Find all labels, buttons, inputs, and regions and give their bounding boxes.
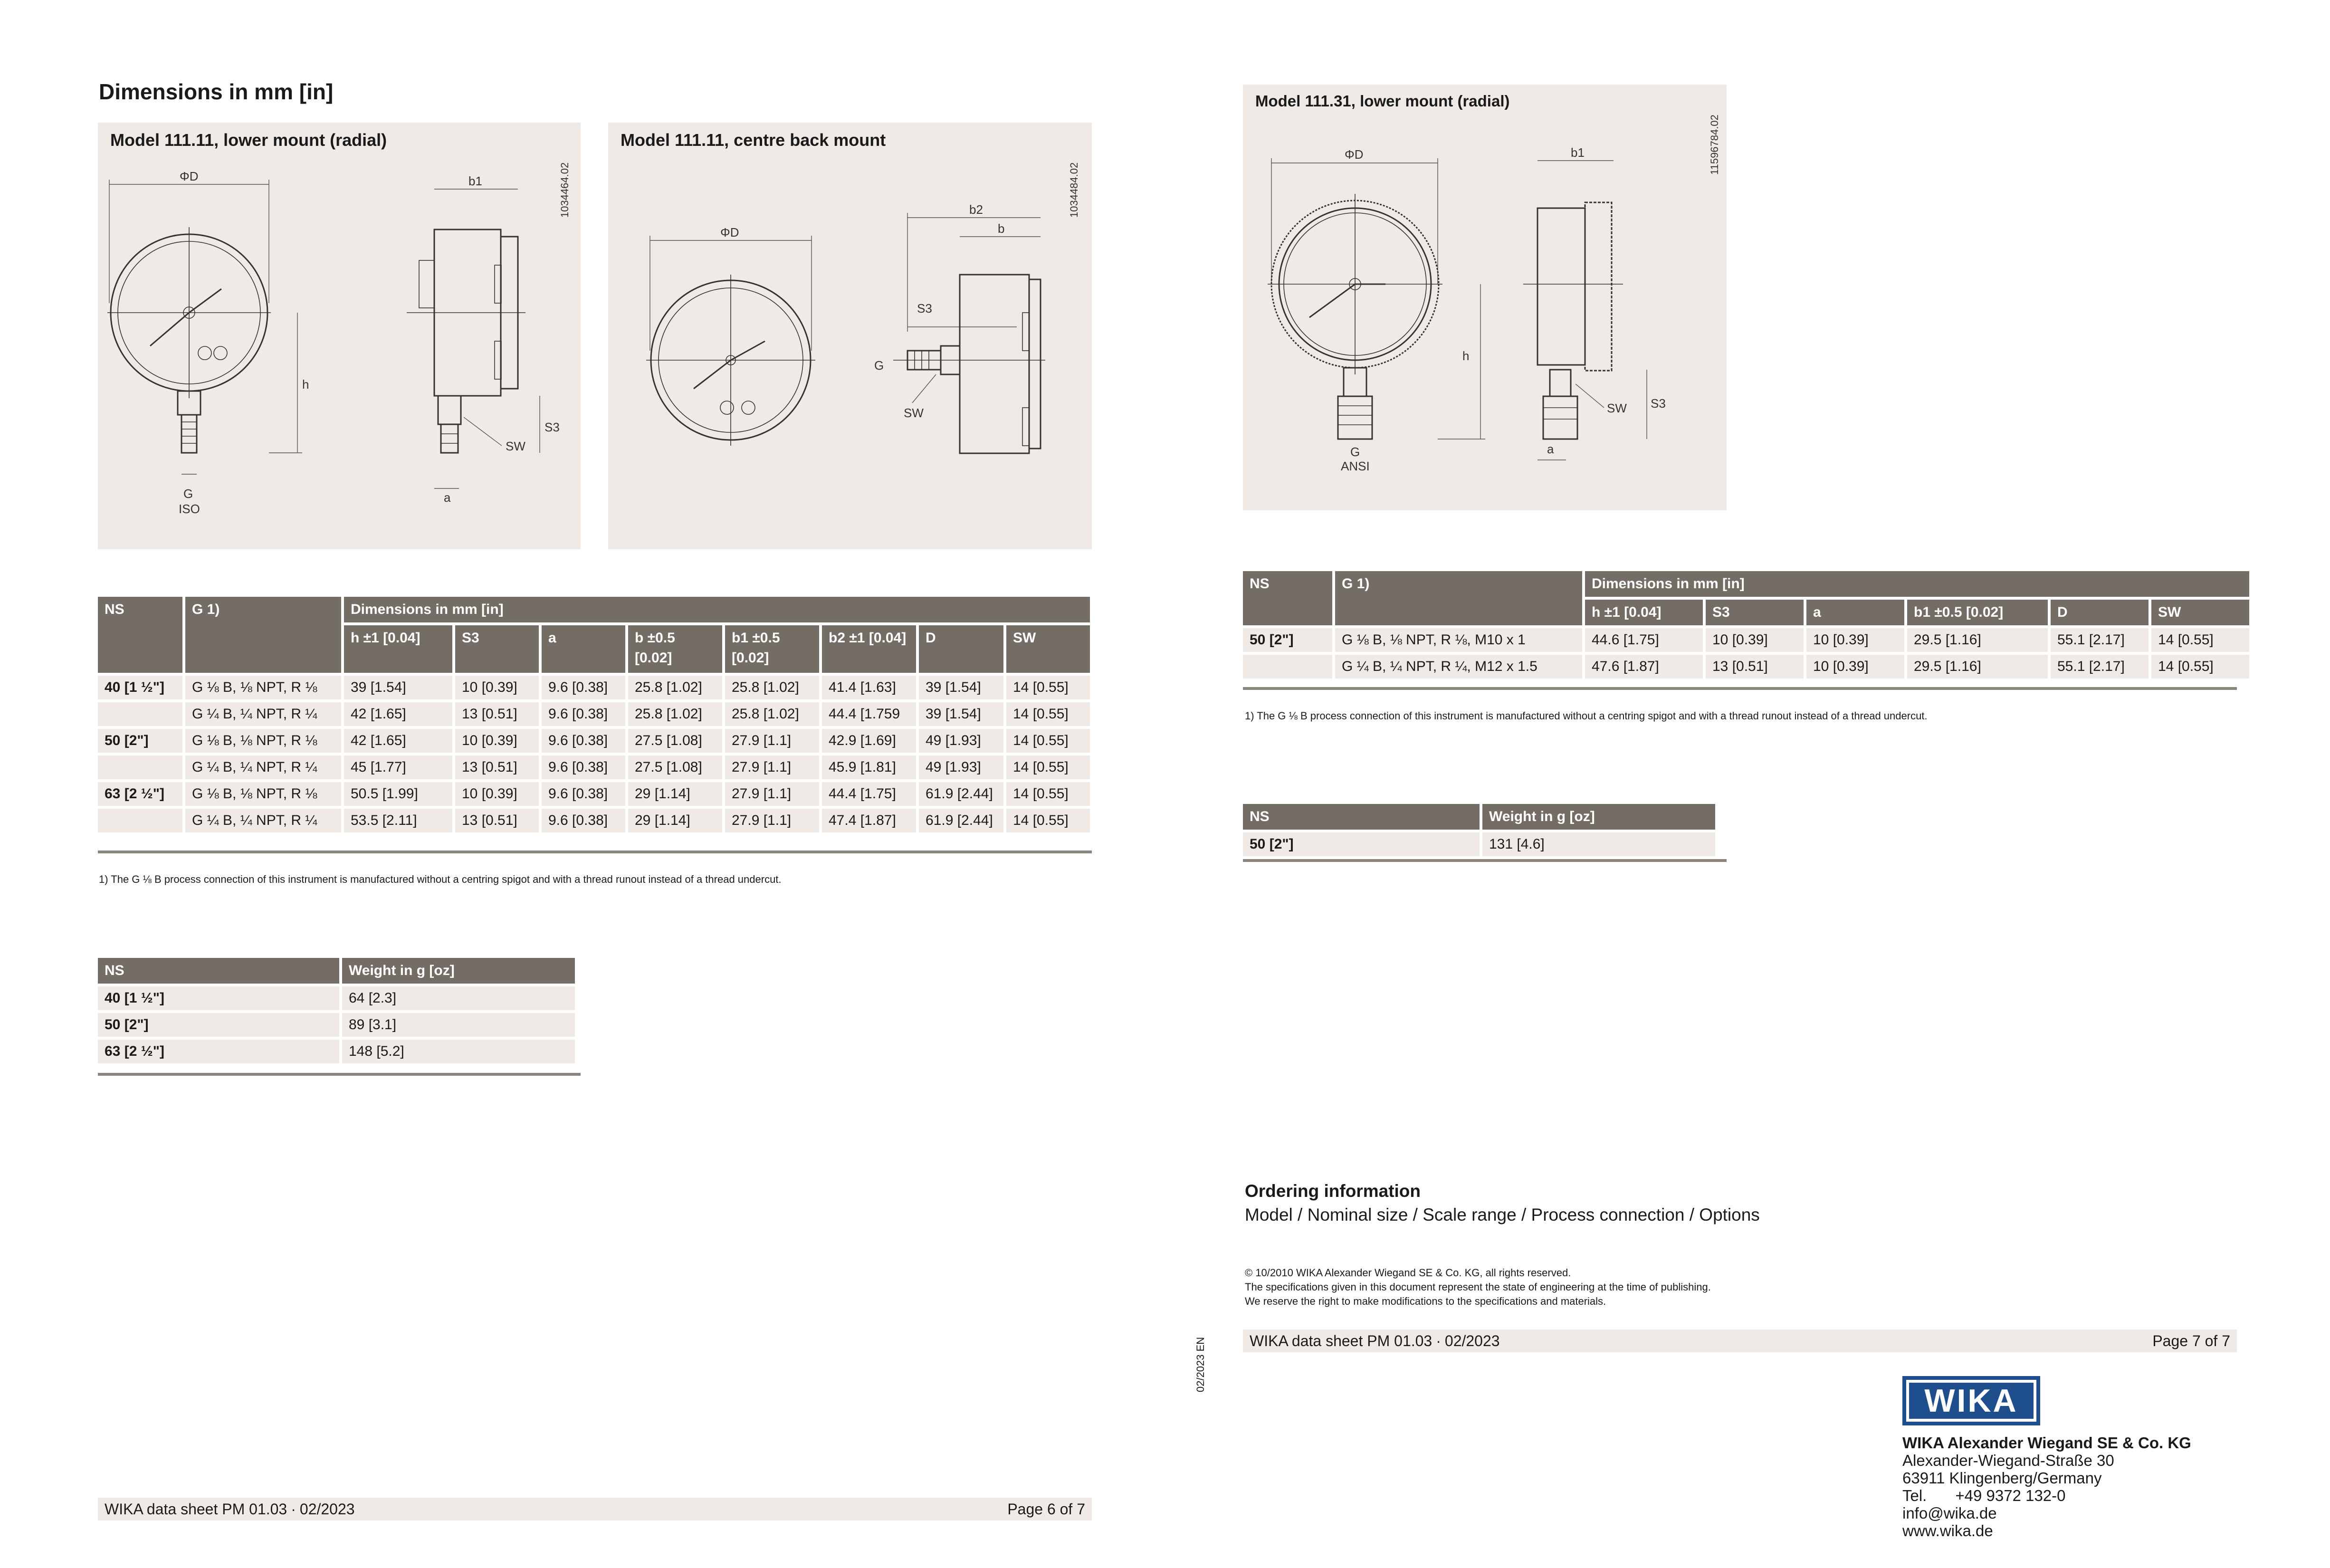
cell-ns: 50 [2"]: [1243, 628, 1332, 652]
cell-value: 14 [0.55]: [1006, 702, 1090, 726]
cell-value: 10 [0.39]: [455, 782, 539, 806]
dim-label-g: G: [874, 358, 884, 373]
cell-value: 41.4 [1.63]: [822, 676, 916, 699]
col-header-dim: S3: [455, 625, 539, 673]
cell-ns: [98, 702, 182, 726]
col-header-dim: b1 ±0.5 [0.02]: [725, 625, 819, 673]
ordering-title: Ordering information: [1245, 1181, 1421, 1201]
dim-label-iso: ISO: [179, 502, 200, 516]
cell-ns: 63 [2 ½"]: [98, 1040, 339, 1063]
cell-connection: G ¼ B, ¼ NPT, R ¼: [185, 755, 341, 779]
cell-connection: G ¼ B, ¼ NPT, R ¼, M12 x 1.5: [1335, 655, 1582, 679]
footer-page-number: Page 6 of 7: [1007, 1501, 1085, 1518]
table-row: [98, 1013, 575, 1037]
cell-value: 47.6 [1.87]: [1585, 655, 1703, 679]
cell-value: 14 [0.55]: [2151, 655, 2249, 679]
table-row: [1243, 655, 2249, 679]
cell-value: 14 [0.55]: [1006, 729, 1090, 753]
cell-value: 25.8 [1.02]: [725, 676, 819, 699]
copyright-line: We reserve the right to make modifications to the specifications and materials.: [1245, 1295, 1606, 1307]
col-header-dim: D: [919, 625, 1003, 673]
table-row: [98, 782, 1090, 806]
cell-value: 10 [0.39]: [1806, 628, 1904, 652]
cell-value: 61.9 [2.44]: [919, 782, 1003, 806]
col-header-dim: h ±1 [0.04]: [344, 625, 452, 673]
col-header-dim: b1 ±0.5 [0.02]: [1907, 600, 2048, 625]
cell-connection: G ⅛ B, ⅛ NPT, R ⅛, M10 x 1: [1335, 628, 1582, 652]
col-header-weight: Weight in g [oz]: [1482, 804, 1715, 830]
dim-label-sw: SW: [904, 406, 924, 420]
footer-page-number: Page 7 of 7: [2152, 1332, 2230, 1349]
table-bottom-rule: [1243, 687, 2237, 690]
cell-ns: 40 [1 ½"]: [98, 676, 182, 699]
cell-connection: G ¼ B, ¼ NPT, R ¼: [185, 702, 341, 726]
cell-value: 44.4 [1.75]: [822, 782, 916, 806]
cell-value: 9.6 [0.38]: [542, 676, 625, 699]
dim-label-ansi: ANSI: [1341, 459, 1370, 473]
cell-value: 49 [1.93]: [919, 755, 1003, 779]
footnote: 1) The G ⅛ B process connection of this instrument is manufactured without a centring spigot and with a thread runout instead of a thread undercut.: [99, 873, 782, 885]
footer-datasheet: WIKA data sheet PM 01.03 ∙ 02/2023: [105, 1501, 355, 1518]
cell-ns: 40 [1 ½"]: [98, 986, 339, 1010]
cell-value: 50.5 [1.99]: [344, 782, 452, 806]
col-header-ns: NS: [1243, 804, 1480, 830]
cell-value: 13 [0.51]: [455, 809, 539, 832]
dim-label-sw: SW: [506, 439, 525, 453]
cell-value: 44.4 [1.759: [822, 702, 916, 726]
cell-value: 53.5 [2.11]: [344, 809, 452, 832]
cell-connection: G ¼ B, ¼ NPT, R ¼: [185, 809, 341, 832]
dim-label-d: ΦD: [720, 225, 739, 239]
drawing-panel-111-31: [1243, 85, 1727, 510]
dim-label-h: h: [302, 377, 309, 392]
cell-ns: 50 [2"]: [98, 1013, 339, 1037]
address-block: [1902, 1434, 2191, 1539]
table-row: [98, 702, 1090, 726]
ordering-text: Model / Nominal size / Scale range / Process connection / Options: [1245, 1205, 1760, 1224]
dimensions-table-111-31: [1240, 568, 2252, 681]
cell-value: 14 [0.55]: [1006, 676, 1090, 699]
table-row: [98, 986, 575, 1010]
cell-ns: 50 [2"]: [1243, 832, 1480, 856]
cell-value: 25.8 [1.02]: [725, 702, 819, 726]
table-row: [1243, 832, 1715, 856]
gauge-drawing-111-31: [1243, 85, 1727, 510]
cell-value: 42.9 [1.69]: [822, 729, 916, 753]
footer-bar-page-7: [1243, 1329, 2237, 1352]
cell-value: 27.9 [1.1]: [725, 729, 819, 753]
cell-value: 42 [1.65]: [344, 729, 452, 753]
footer-bar-page-6: [98, 1498, 1092, 1520]
col-header-ns: NS: [98, 597, 182, 673]
drawing-id: 1034484.02: [1068, 162, 1080, 218]
dim-label-b2: b2: [969, 202, 983, 217]
cell-value: 29 [1.14]: [628, 782, 722, 806]
table-row: [98, 1040, 575, 1063]
cell-connection: G ⅛ B, ⅛ NPT, R ⅛: [185, 729, 341, 753]
panel-title: Model 111.11, centre back mount: [621, 130, 886, 150]
col-header-dim: a: [542, 625, 625, 673]
col-header-dim: SW: [2151, 600, 2249, 625]
cell-value: 45.9 [1.81]: [822, 755, 916, 779]
cell-value: 14 [0.55]: [2151, 628, 2249, 652]
col-header-dim: h ±1 [0.04]: [1585, 600, 1703, 625]
cell-ns: [98, 755, 182, 779]
email-link[interactable]: info@wika.de: [1902, 1504, 1997, 1522]
col-header-dims: Dimensions in mm [in]: [1585, 571, 2249, 597]
col-header-weight: Weight in g [oz]: [342, 958, 575, 984]
cell-value: 55.1 [2.17]: [2051, 655, 2149, 679]
cell-value: 61.9 [2.44]: [919, 809, 1003, 832]
cell-value: 27.9 [1.1]: [725, 755, 819, 779]
drawing-id: 1034464.02: [559, 162, 571, 218]
cell-value: 47.4 [1.87]: [822, 809, 916, 832]
cell-value: 39 [1.54]: [919, 676, 1003, 699]
table-row: [98, 729, 1090, 753]
col-header-dim: S3: [1706, 600, 1804, 625]
col-header-dim: SW: [1006, 625, 1090, 673]
dim-label-a: a: [444, 490, 451, 505]
dim-label-a: a: [1547, 442, 1554, 456]
cell-value: 55.1 [2.17]: [2051, 628, 2149, 652]
dimensions-table-111-11: [95, 594, 1093, 835]
col-header-dim: b ±0.5 [0.02]: [628, 625, 722, 673]
drawing-panel-centre-back: [608, 123, 1092, 549]
cell-value: 9.6 [0.38]: [542, 729, 625, 753]
cell-weight: 131 [4.6]: [1482, 832, 1715, 856]
dim-label-d: ΦD: [1345, 147, 1364, 162]
tel-label: Tel.: [1902, 1487, 1927, 1504]
cell-value: 29.5 [1.16]: [1907, 655, 2048, 679]
copyright-block: [1245, 1266, 1711, 1309]
cell-weight: 64 [2.3]: [342, 986, 575, 1010]
panel-title: Model 111.11, lower mount (radial): [110, 130, 387, 150]
cell-value: 27.9 [1.1]: [725, 809, 819, 832]
table-bottom-rule: [98, 851, 1092, 853]
cell-value: 10 [0.39]: [1806, 655, 1904, 679]
copyright-line: © 10/2010 WIKA Alexander Wiegand SE & Co. KG, all rights reserved.: [1245, 1267, 1571, 1279]
footer-datasheet: WIKA data sheet PM 01.03 ∙ 02/2023: [1250, 1332, 1500, 1349]
cell-value: 10 [0.39]: [1706, 628, 1804, 652]
table-row: [98, 755, 1090, 779]
company-name: WIKA Alexander Wiegand SE & Co. KG: [1902, 1434, 2191, 1452]
table-bottom-rule: [1243, 859, 1727, 862]
dim-label-s3: S3: [544, 420, 560, 434]
cell-value: 10 [0.39]: [455, 676, 539, 699]
weight-table-111-31: [1240, 801, 1718, 859]
cell-value: 39 [1.54]: [919, 702, 1003, 726]
col-header-dim: a: [1806, 600, 1904, 625]
cell-value: 9.6 [0.38]: [542, 755, 625, 779]
drawing-panel-lower-mount: [98, 123, 581, 549]
cell-connection: G ⅛ B, ⅛ NPT, R ⅛: [185, 676, 341, 699]
side-date-code: 02/2023 EN: [1194, 1337, 1206, 1392]
cell-ns: [1243, 655, 1332, 679]
cell-value: 27.5 [1.08]: [628, 755, 722, 779]
cell-value: 25.8 [1.02]: [628, 676, 722, 699]
dim-label-sw: SW: [1607, 401, 1627, 415]
cell-value: 13 [0.51]: [455, 755, 539, 779]
weight-table-111-11: [95, 955, 578, 1066]
dim-label-g: G: [1350, 445, 1360, 459]
dim-label-b1: b1: [468, 174, 482, 188]
col-header-ns: NS: [98, 958, 339, 984]
col-header-g: G 1): [185, 597, 341, 673]
cell-value: 49 [1.93]: [919, 729, 1003, 753]
dim-label-s3: S3: [1651, 396, 1666, 411]
dim-label-s3: S3: [917, 301, 932, 316]
wika-logo: [1902, 1376, 2040, 1425]
web-link[interactable]: www.wika.de: [1902, 1522, 1993, 1539]
dim-label-b1: b1: [1571, 145, 1585, 160]
dim-label-h: h: [1462, 349, 1470, 363]
cell-value: 29.5 [1.16]: [1907, 628, 2048, 652]
cell-value: 27.9 [1.1]: [725, 782, 819, 806]
col-header-dims: Dimensions in mm [in]: [344, 597, 1090, 622]
cell-value: 14 [0.55]: [1006, 809, 1090, 832]
footnote: 1) The G ⅛ B process connection of this instrument is manufactured without a centring spigot and with a thread runout instead of a thread undercut.: [1245, 710, 1928, 722]
logo-text: WIKA: [1909, 1383, 2034, 1419]
col-header-g: G 1): [1335, 571, 1582, 625]
cell-ns: 63 [2 ½"]: [98, 782, 182, 806]
cell-ns: 50 [2"]: [98, 729, 182, 753]
cell-weight: 148 [5.2]: [342, 1040, 575, 1063]
cell-value: 14 [0.55]: [1006, 755, 1090, 779]
tel-number: +49 9372 132-0: [1955, 1487, 2066, 1504]
cell-value: 44.6 [1.75]: [1585, 628, 1703, 652]
table-row: [98, 676, 1090, 699]
city: 63911 Klingenberg/Germany: [1902, 1469, 2102, 1487]
cell-value: 9.6 [0.38]: [542, 702, 625, 726]
street: Alexander-Wiegand-Straße 30: [1902, 1452, 2114, 1469]
cell-value: 25.8 [1.02]: [628, 702, 722, 726]
drawing-id: 11596784.02: [1709, 115, 1720, 175]
col-header-ns: NS: [1243, 571, 1332, 625]
page-heading: Dimensions in mm [in]: [99, 79, 334, 104]
cell-value: 9.6 [0.38]: [542, 809, 625, 832]
cell-value: 39 [1.54]: [344, 676, 452, 699]
gauge-drawing-front-side: [98, 123, 581, 549]
gauge-drawing-back-mount: [608, 123, 1092, 549]
cell-value: 10 [0.39]: [455, 729, 539, 753]
dim-label-b: b: [998, 221, 1005, 236]
table-row: [98, 809, 1090, 832]
panel-title: Model 111.31, lower mount (radial): [1255, 92, 1510, 110]
cell-ns: [98, 809, 182, 832]
col-header-dim: D: [2051, 600, 2149, 625]
cell-value: 42 [1.65]: [344, 702, 452, 726]
dim-label-d: ΦD: [180, 169, 199, 183]
dim-label-g: G: [183, 487, 193, 501]
cell-value: 45 [1.77]: [344, 755, 452, 779]
cell-value: 29 [1.14]: [628, 809, 722, 832]
cell-connection: G ⅛ B, ⅛ NPT, R ⅛: [185, 782, 341, 806]
col-header-dim: b2 ±1 [0.04]: [822, 625, 916, 673]
copyright-line: The specifications given in this document represent the state of engineering at the time of publishing.: [1245, 1281, 1711, 1293]
cell-value: 13 [0.51]: [1706, 655, 1804, 679]
cell-value: 13 [0.51]: [455, 702, 539, 726]
table-bottom-rule: [98, 1073, 581, 1076]
table-row: [1243, 628, 2249, 652]
cell-weight: 89 [3.1]: [342, 1013, 575, 1037]
cell-value: 27.5 [1.08]: [628, 729, 722, 753]
cell-value: 14 [0.55]: [1006, 782, 1090, 806]
cell-value: 9.6 [0.38]: [542, 782, 625, 806]
